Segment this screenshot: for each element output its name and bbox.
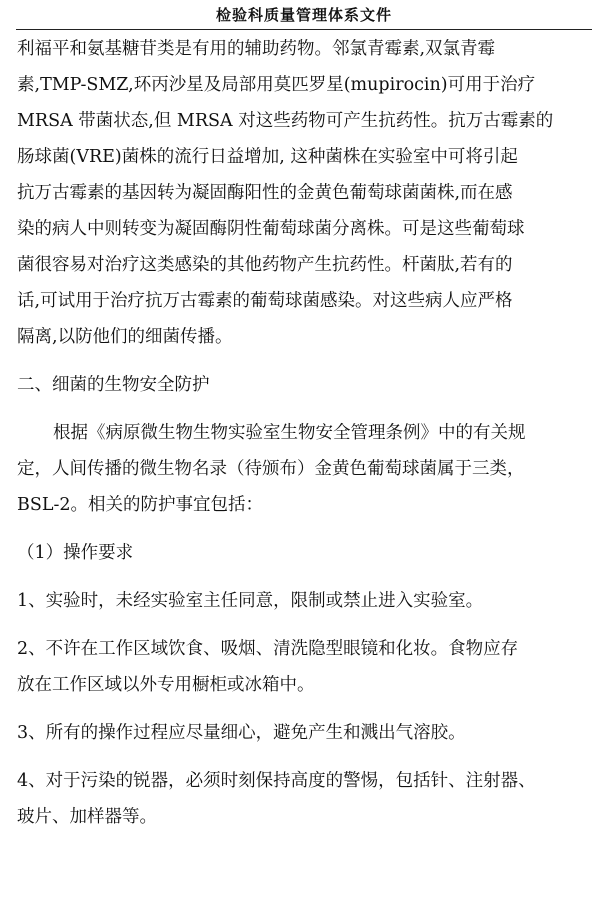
list-item: [17, 715, 592, 751]
list-item-line: 2、不许在工作区域饮食、吸烟、清洗隐型眼镜和化妆。食物应存: [17, 639, 519, 659]
list-item-line: 3、所有的操作过程应尽量细心，避免产生和溅出气溶胶。: [17, 723, 466, 743]
list-item-line: 1、实验时，未经实验室主任同意，限制或禁止进入实验室。: [17, 591, 484, 611]
paragraph-line: 菌很容易对治疗这类感染的其他药物产生抗药性。杆菌肽,若有的: [17, 255, 513, 275]
list-item-line: 放在工作区域以外专用橱柜或冰箱中。: [17, 675, 315, 695]
paragraph-regulation: [17, 415, 592, 523]
header-divider: [16, 29, 592, 30]
list-item-line: 玻片、加样器等。: [17, 807, 157, 827]
paragraph-antibiotics: [17, 31, 592, 355]
list-item: [17, 583, 592, 619]
paragraph-line: 素,TMP-SMZ,环丙沙星及局部用莫匹罗星(mupirocin)可用于治疗: [17, 75, 536, 95]
list-item: [17, 631, 592, 703]
document-header-title: 检验科质量管理体系文件: [215, 6, 392, 24]
paragraph-line: 利福平和氨基糖苷类是有用的辅助药物。邻氯青霉素,双氯青霉: [17, 39, 496, 59]
paragraph-line: 定，人间传播的微生物名录（待颁布）金黄色葡萄球菌属于三类，: [17, 459, 525, 479]
paragraph-line: 话,可试用于治疗抗万古霉素的葡萄球菌感染。对这些病人应严格: [17, 291, 513, 311]
section-heading: 二、细菌的生物安全防护: [17, 375, 210, 395]
list-item-line: 4、对于污染的锐器，必须时刻保持高度的警惕，包括针、注射器、: [17, 771, 536, 791]
list-item: [17, 763, 592, 835]
paragraph-line: 根据《病原微生物生物实验室生物安全管理条例》中的有关规: [53, 423, 526, 443]
paragraph-line: 肠球菌(VRE)菌株的流行日益增加, 这种菌株在实验室中可将引起: [17, 147, 518, 167]
paragraph-line: 隔离,以防他们的细菌传播。: [17, 327, 233, 347]
paragraph-line: MRSA 带菌状态,但 MRSA 对这些药物可产生抗药性。抗万古霉素的: [17, 111, 554, 131]
document-body: [17, 31, 592, 835]
paragraph-line: BSL-2。相关的防护事宜包括：: [17, 495, 264, 515]
paragraph-line: 染的病人中则转变为凝固酶阴性葡萄球菌分离株。可是这些葡萄球: [17, 219, 525, 239]
paragraph-line: 抗万古霉素的基因转为凝固酶阳性的金黄色葡萄球菌菌株,而在感: [17, 183, 513, 203]
subsection-heading: （1）操作要求: [17, 543, 134, 563]
